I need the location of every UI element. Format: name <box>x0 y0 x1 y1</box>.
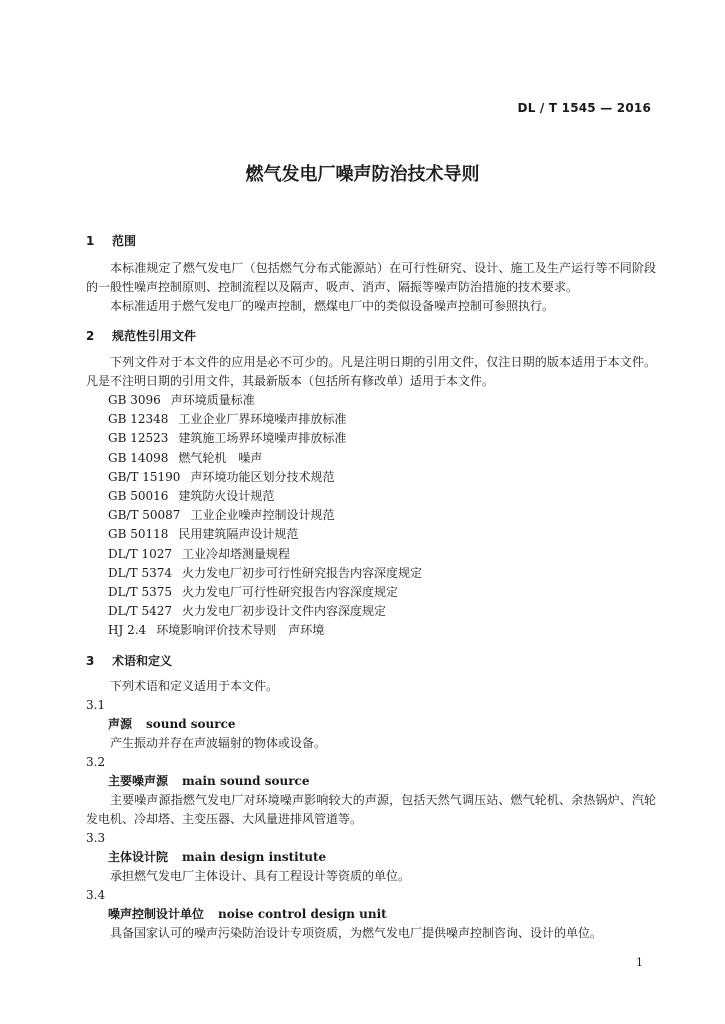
section-title: 规范性引用文件 <box>112 329 197 343</box>
reference-title: 燃气轮机 噪声 <box>178 450 263 465</box>
section-title: 范围 <box>112 234 137 248</box>
term-entry <box>86 886 656 943</box>
term-entry <box>86 696 656 753</box>
section-heading <box>86 327 656 346</box>
reference-code: GB 14098 <box>108 450 169 465</box>
term-zh: 声源 <box>108 717 133 731</box>
term-zh: 主体设计院 <box>108 850 169 864</box>
reference-title: 环境影响评价技术导则 声环境 <box>156 623 325 638</box>
reference-title: 声环境质量标准 <box>170 393 255 407</box>
term-en: main sound source <box>182 774 310 788</box>
reference-code: HJ 2.4 <box>108 623 147 638</box>
term-definition: 具备国家认可的噪声污染防治设计专项资质，为燃气发电厂提供噪声控制咨询、设计的单位。 <box>110 926 603 940</box>
reference-code: GB 50016 <box>108 488 169 503</box>
document-title: 燃气发电厂噪声防治技术导则 <box>245 164 480 185</box>
reference-item <box>86 525 656 544</box>
paragraph: 下列术语和定义适用于本文件。 <box>110 679 279 693</box>
reference-code: GB/T 15190 <box>108 469 181 484</box>
term-name <box>86 772 656 791</box>
term-definition: 产生振动并存在声波辐射的物体或设备。 <box>110 736 327 750</box>
term-en: main design institute <box>182 850 327 864</box>
section-1 <box>86 232 656 316</box>
reference-code: GB/T 50087 <box>108 508 181 523</box>
reference-list <box>86 391 656 640</box>
standard-code-header: DL / T 1545 — 2016 <box>517 101 651 115</box>
reference-code: GB 12523 <box>108 431 169 446</box>
term-zh: 主要噪声源 <box>108 774 169 788</box>
reference-code: DL/T 1027 <box>108 546 172 561</box>
reference-item <box>86 564 656 583</box>
reference-item <box>86 583 656 602</box>
paragraph: 本标准规定了燃气发电厂（包括燃气分布式能源站）在可行性研究、设计、施工及生产运行等不同阶段的一般性噪声控制原则、控制流程以及隔声、吸声、消声、隔振等噪声防治措施的技术要求。 <box>86 261 656 294</box>
reference-title: 工业企业厂界环境噪声排放标准 <box>178 412 347 427</box>
reference-item <box>86 545 656 564</box>
term-number: 3.4 <box>86 888 106 902</box>
reference-item <box>86 506 656 525</box>
term-entry <box>86 829 656 886</box>
reference-code: GB 50118 <box>108 527 169 542</box>
paragraph: 本标准适用于燃气发电厂的噪声控制，燃煤电厂中的类似设备噪声控制可参照执行。 <box>110 299 555 313</box>
term-number: 3.3 <box>86 831 106 845</box>
reference-title: 民用建筑隔声设计规范 <box>178 527 299 542</box>
term-name <box>86 905 656 924</box>
section-number: 2 <box>86 329 95 343</box>
term-number: 3.2 <box>86 755 106 769</box>
reference-item <box>86 410 656 429</box>
reference-item <box>86 602 656 621</box>
reference-item <box>86 468 656 487</box>
reference-code: DL/T 5375 <box>108 584 172 599</box>
reference-code: DL/T 5427 <box>108 604 172 619</box>
term-name <box>86 848 656 867</box>
reference-title: 工业企业噪声控制设计规范 <box>190 508 335 523</box>
reference-item <box>86 487 656 506</box>
section-number: 1 <box>86 234 95 248</box>
term-entry <box>86 753 656 829</box>
reference-code: GB 3096 <box>108 393 161 407</box>
page-number: 1 <box>636 956 643 969</box>
paragraph: 下列文件对于本文件的应用是必不可少的。凡是注明日期的引用文件，仅注日期的版本适用于本文件。凡是不注明日期的引用文件，其最新版本（包括所有修改单）适用于本文件。 <box>86 355 656 388</box>
section-heading <box>86 232 656 251</box>
reference-title: 声环境功能区划分技术规范 <box>190 469 335 484</box>
reference-item <box>86 429 656 448</box>
reference-title: 火力发电厂初步设计文件内容深度规定 <box>182 604 387 619</box>
reference-code: GB 12348 <box>108 412 169 427</box>
term-name <box>86 715 656 734</box>
term-en: sound source <box>146 717 236 731</box>
reference-item <box>86 391 656 410</box>
reference-title: 建筑防火设计规范 <box>178 488 275 503</box>
reference-item <box>86 449 656 468</box>
reference-title: 火力发电厂可行性研究报告内容深度规定 <box>182 584 399 599</box>
section-number: 3 <box>86 654 95 668</box>
reference-title: 火力发电厂初步可行性研究报告内容深度规定 <box>182 565 423 580</box>
section-heading <box>86 652 656 671</box>
term-definition: 主要噪声源指燃气发电厂对环境噪声影响较大的声源，包括天然气调压站、燃气轮机、余热锅炉、汽轮发电机、冷却塔、主变压器、大风量进排风管道等。 <box>86 793 656 826</box>
term-number: 3.1 <box>86 698 106 712</box>
reference-title: 建筑施工场界环境噪声排放标准 <box>178 431 347 446</box>
reference-code: DL/T 5374 <box>108 565 172 580</box>
term-definition: 承担燃气发电厂主体设计、具有工程设计等资质的单位。 <box>110 869 411 883</box>
reference-item <box>86 621 656 640</box>
term-zh: 噪声控制设计单位 <box>108 907 205 921</box>
section-2 <box>86 327 656 640</box>
reference-title: 工业冷却塔测量规程 <box>182 546 291 561</box>
term-en: noise control design unit <box>218 907 387 921</box>
section-title: 术语和定义 <box>112 654 173 668</box>
section-3 <box>86 652 656 943</box>
